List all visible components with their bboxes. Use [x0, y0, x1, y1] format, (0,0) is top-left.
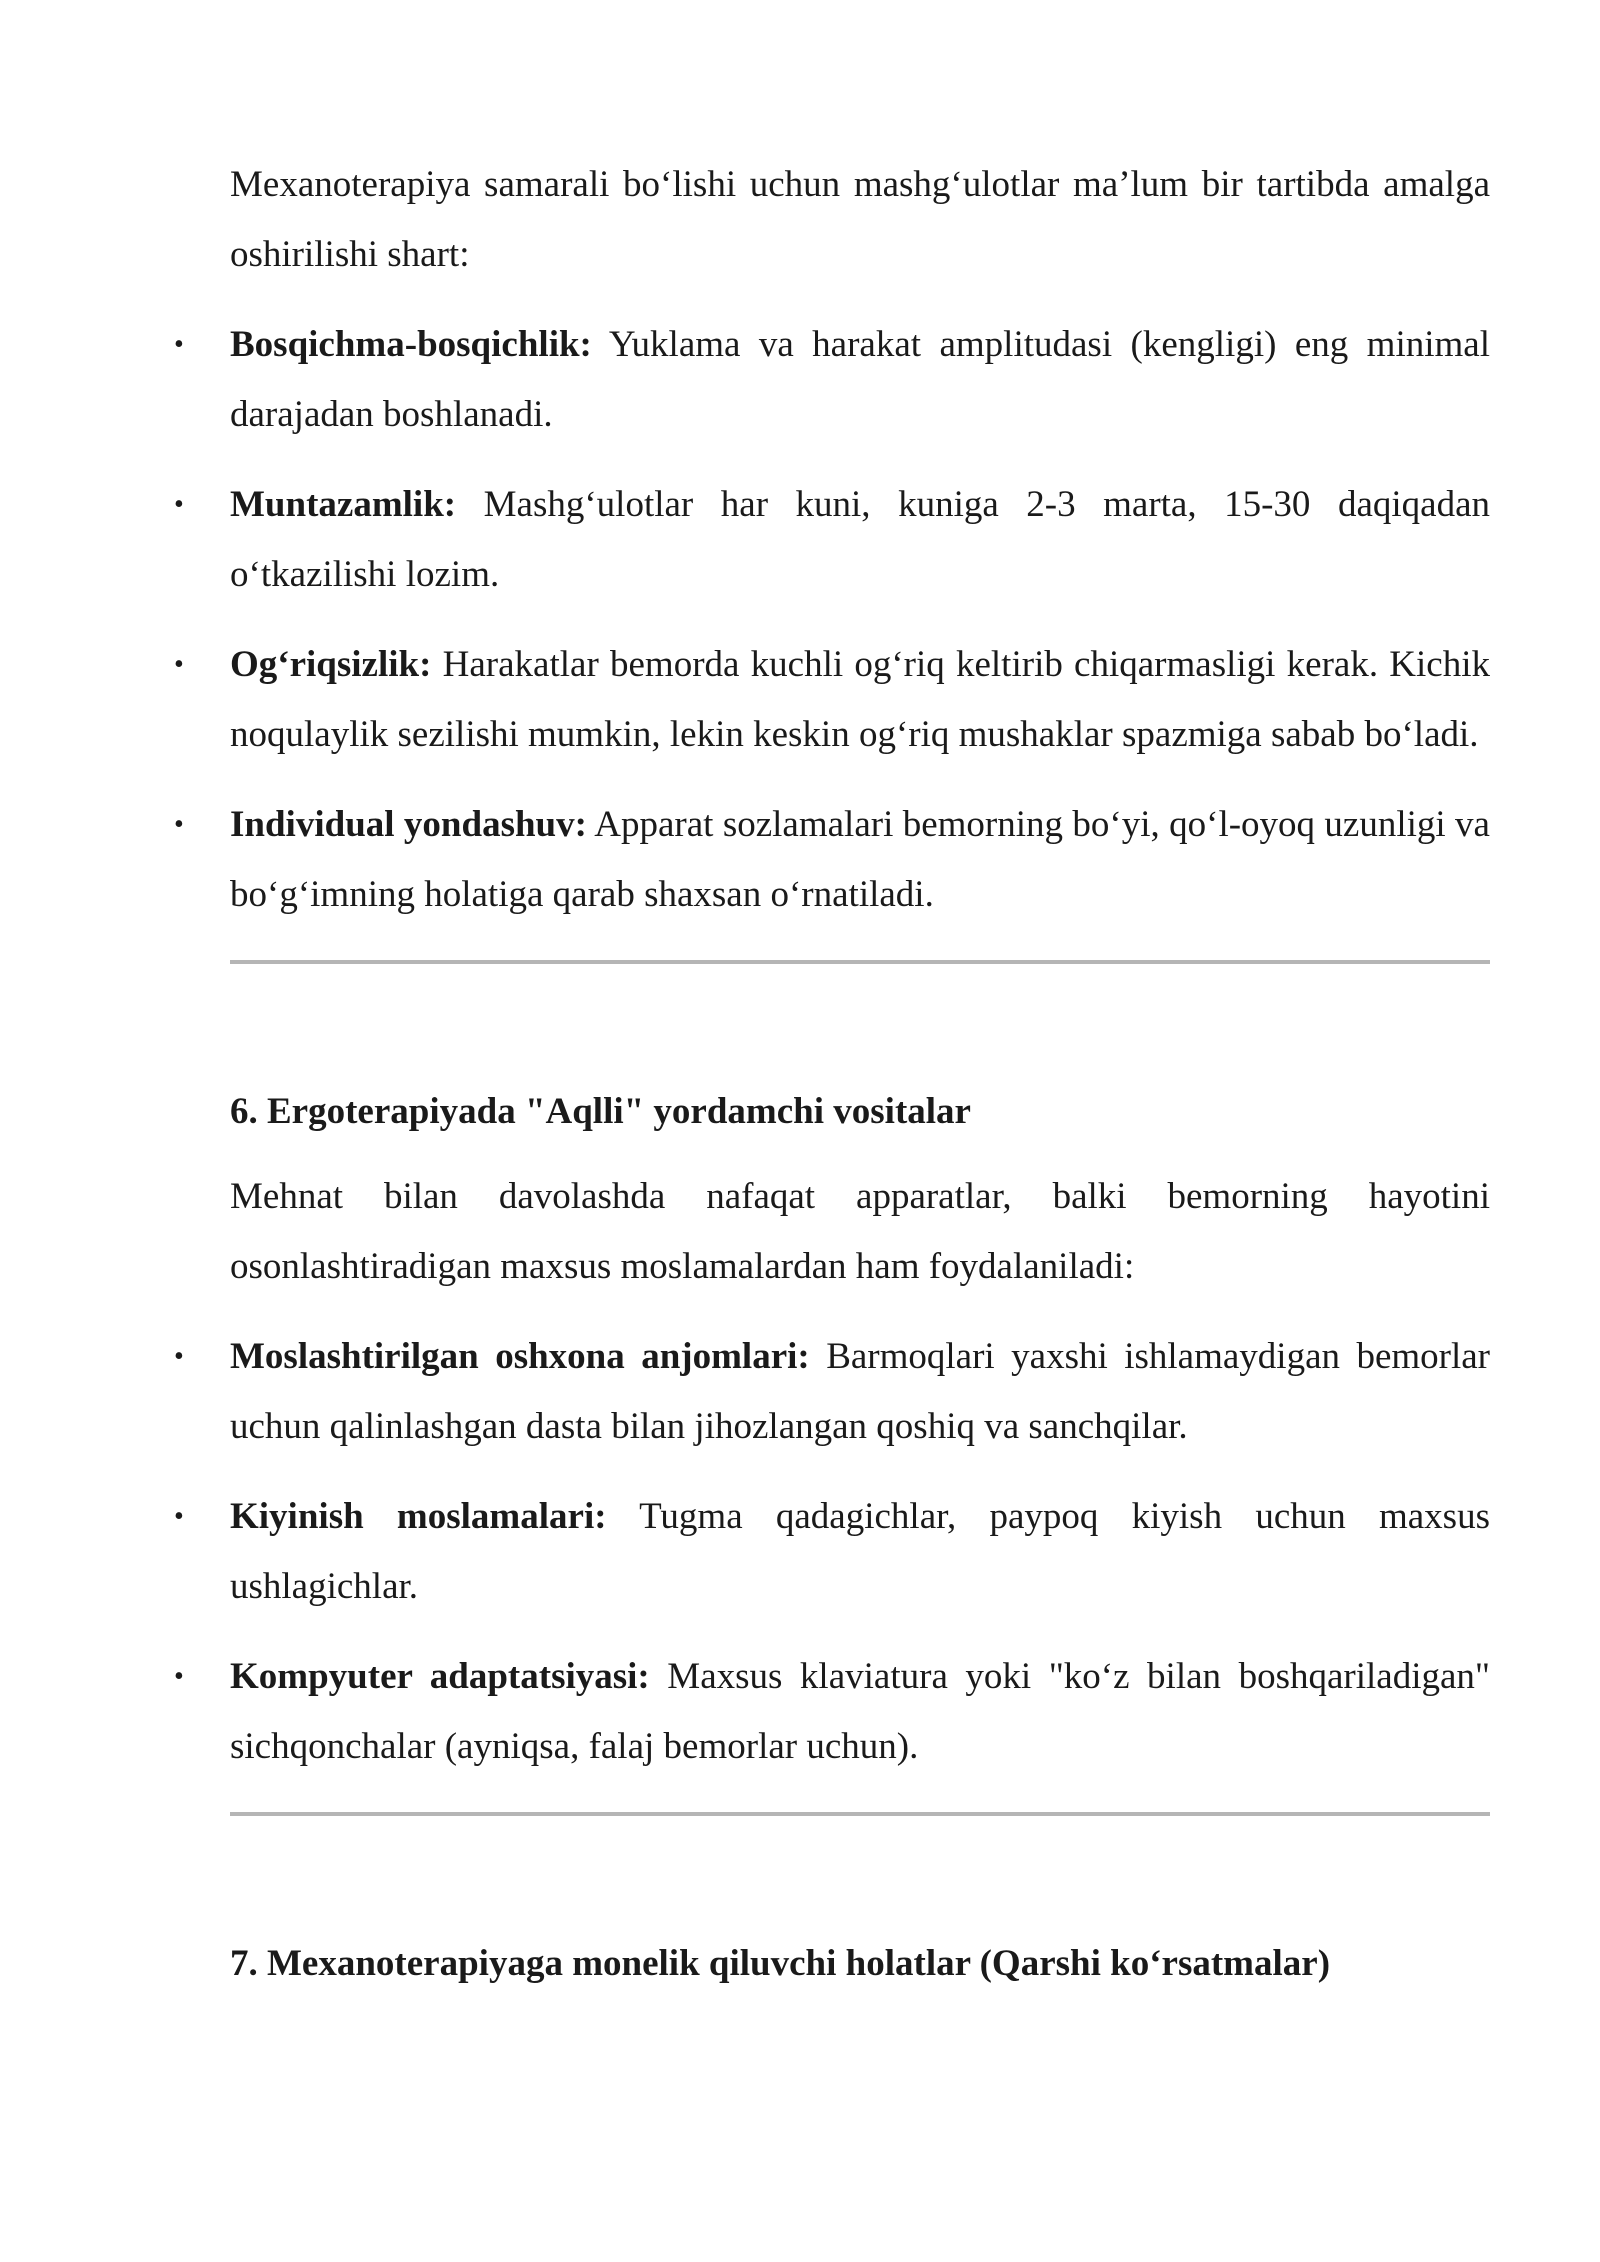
document-page [174, 0, 1490, 1994]
list-item-term: Og‘riqsizlik: [230, 644, 432, 685]
list-item [174, 1482, 1490, 1622]
section-6-heading: 6. Ergoterapiyada "Aqlli" yordamchi vositalar [230, 1091, 971, 1132]
list-item [174, 1322, 1490, 1462]
bullet-icon: • [174, 809, 184, 840]
bullet-icon: • [174, 489, 184, 520]
intro-paragraph: Mexanoterapiya samarali bo‘lishi uchun mashg‘ulotlar ma’lum bir tartibda amalga oshirilishi shart: [230, 164, 1490, 275]
bullet-icon: • [174, 649, 184, 680]
list-item-text: Maxsus klaviatura yoki "ko‘z bilan boshqariladigan" sichqonchalar (ayniqsa, falaj bemorlar uchun). [230, 1656, 1490, 1767]
list-item [174, 470, 1490, 610]
bullet-icon: • [174, 1341, 184, 1372]
bullet-icon: • [174, 329, 184, 360]
list-item-term: Kompyuter adaptatsiyasi: [230, 1656, 650, 1697]
list-item-text: Yuklama va harakat amplitudasi (kengligi) eng minimal darajadan boshlanadi. [230, 324, 1490, 435]
list-item [174, 310, 1490, 450]
list-item [174, 1642, 1490, 1782]
list-item-term: Kiyinish moslamalari: [230, 1496, 607, 1537]
list-item-text: Harakatlar bemorda kuchli og‘riq keltirib chiqarmasligi kerak. Kichik noqulaylik sezilishi mumkin, lekin keskin og‘riq mushaklar spazmiga sabab bo‘ladi. [230, 644, 1490, 755]
list-item-text: Mashg‘ulotlar har kuni, kuniga 2-3 marta, 15-30 daqiqadan o‘tkazilishi lozim. [230, 484, 1490, 595]
list-item-text: Tugma qadagichlar, paypoq kiyish uchun maxsus ushlagichlar. [230, 1496, 1490, 1607]
list-item [174, 630, 1490, 770]
list-item-text: Apparat sozlamalari bemorning bo‘yi, qo‘l-oyoq uzunligi va bo‘g‘imning holatiga qarab shaxsan o‘rnatiladi. [230, 804, 1490, 915]
bullet-icon: • [174, 1661, 184, 1692]
tools-list [174, 1322, 1490, 1782]
list-item-term: Individual yondashuv: [230, 804, 587, 845]
list-item-text: Barmoqlari yaxshi ishlamaydigan bemorlar uchun qalinlashgan dasta bilan jihozlangan qoshiq va sanchqilar. [230, 1336, 1490, 1447]
section-6-intro: Mehnat bilan davolashda nafaqat apparatlar, balki bemorning hayotini osonlashtiradigan maxsus moslamalardan ham foydalaniladi: [230, 1176, 1490, 1287]
principles-list [174, 310, 1490, 930]
list-item-term: Bosqichma-bosqichlik: [230, 324, 592, 365]
list-item [174, 790, 1490, 930]
list-item-term: Muntazamlik: [230, 484, 457, 525]
section-7-heading: 7. Mexanoterapiyaga monelik qiluvchi holatlar (Qarshi ko‘rsatmalar) [230, 1943, 1331, 1984]
bullet-icon: • [174, 1501, 184, 1532]
list-item-term: Moslashtirilgan oshxona anjomlari: [230, 1336, 810, 1377]
